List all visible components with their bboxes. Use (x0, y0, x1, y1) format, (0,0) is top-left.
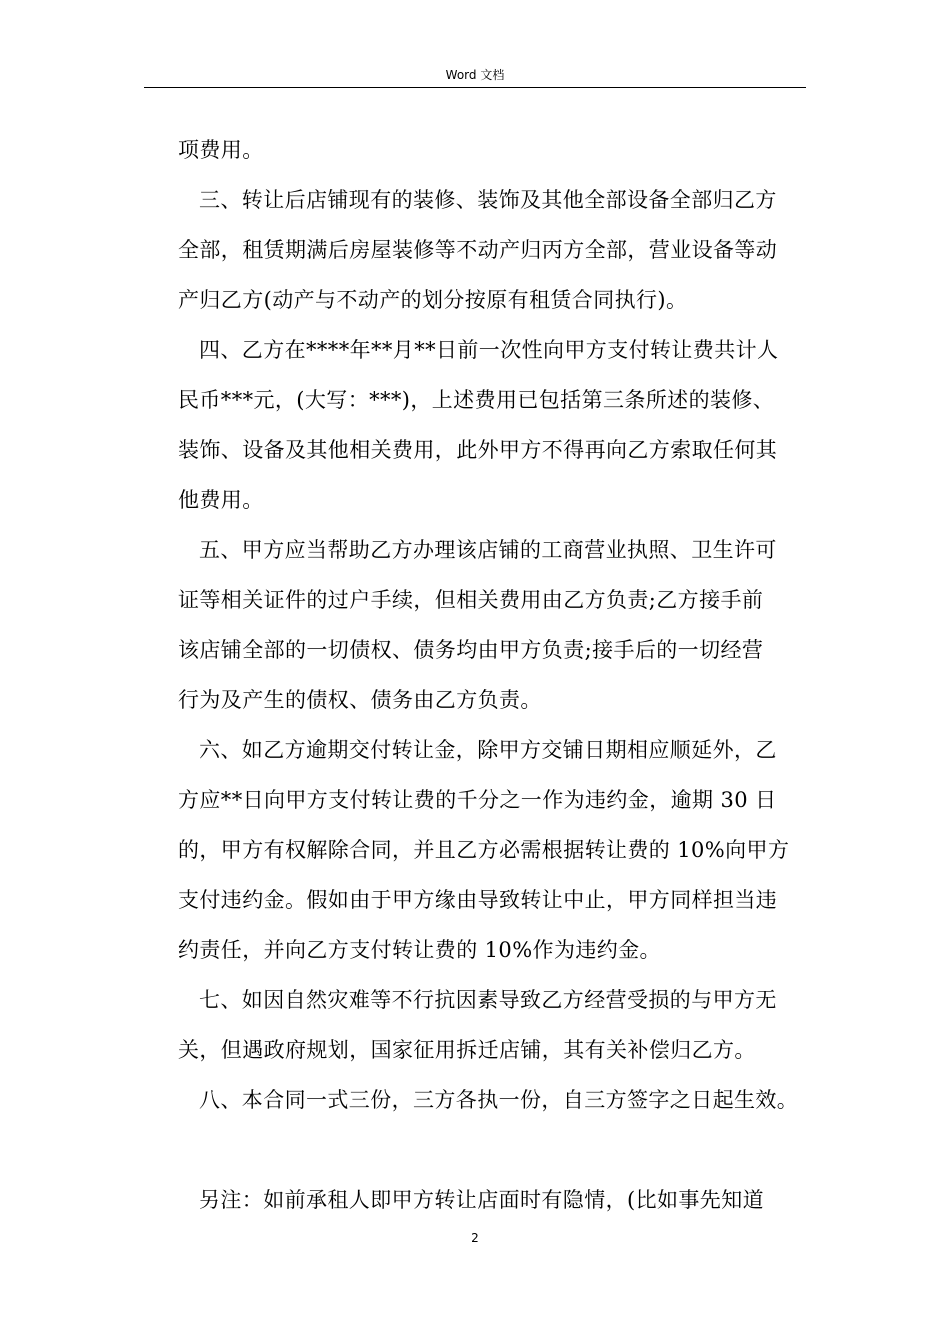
paragraph-line: 方应**日向甲方支付转让费的千分之一作为违约金，逾期 30 日 (178, 788, 777, 812)
paragraph-line: 三、转让后店铺现有的装修、装饰及其他全部设备全部归乙方 (199, 188, 777, 212)
paragraph-line: 六、如乙方逾期交付转让金，除甲方交铺日期相应顺延外，乙 (199, 738, 777, 762)
paragraph-line: 四、乙方在****年**月**日前一次性向甲方支付转让费共计人 (199, 338, 779, 362)
paragraph-line: 该店铺全部的一切债权、债务均由甲方负责;接手后的一切经营 (178, 638, 764, 662)
paragraph-line: 项费用。 (178, 138, 264, 162)
paragraph-line: 的，甲方有权解除合同，并且乙方必需根据转让费的 10%向甲方 (178, 838, 790, 862)
paragraph-line: 全部，租赁期满后房屋装修等不动产归丙方全部，营业设备等动 (178, 238, 778, 262)
paragraph-spacer (178, 1131, 818, 1181)
page-number: 2 (471, 1231, 479, 1245)
paragraph-line: 八、本合同一式三份，三方各执一份，自三方签字之日起生效。 (199, 1088, 799, 1112)
document-body (178, 131, 818, 1231)
paragraph-line: 另注：如前承租人即甲方转让店面时有隐情，(比如事先知道 (199, 1188, 764, 1212)
paragraph-line: 民币***元，(大写：***)，上述费用已包括第三条所述的装修、 (178, 388, 775, 412)
paragraph-line: 他费用。 (178, 488, 264, 512)
page-header: Word 文档 (445, 68, 505, 82)
paragraph-line: 支付违约金。假如由于甲方缘由导致转让中止，甲方同样担当违 (178, 888, 778, 912)
paragraph-line: 装饰、设备及其他相关费用，此外甲方不得再向乙方索取任何其 (178, 438, 778, 462)
paragraph-line: 行为及产生的债权、债务由乙方负责。 (178, 688, 542, 712)
paragraph-line: 约责任，并向乙方支付转让费的 10%作为违约金。 (178, 938, 661, 962)
paragraph-line: 证等相关证件的过户手续，但相关费用由乙方负责;乙方接手前 (178, 588, 764, 612)
paragraph-line: 七、如因自然灾难等不行抗因素导致乙方经营受损的与甲方无 (199, 988, 777, 1012)
paragraph-line: 产归乙方(动产与不动产的划分按原有租赁合同执行)。 (178, 288, 688, 312)
paragraph-line: 五、甲方应当帮助乙方办理该店铺的工商营业执照、卫生许可 (199, 538, 777, 562)
paragraph-line: 关，但遇政府规划，国家征用拆迁店铺，其有关补偿归乙方。 (178, 1038, 756, 1062)
header-divider (144, 87, 806, 88)
